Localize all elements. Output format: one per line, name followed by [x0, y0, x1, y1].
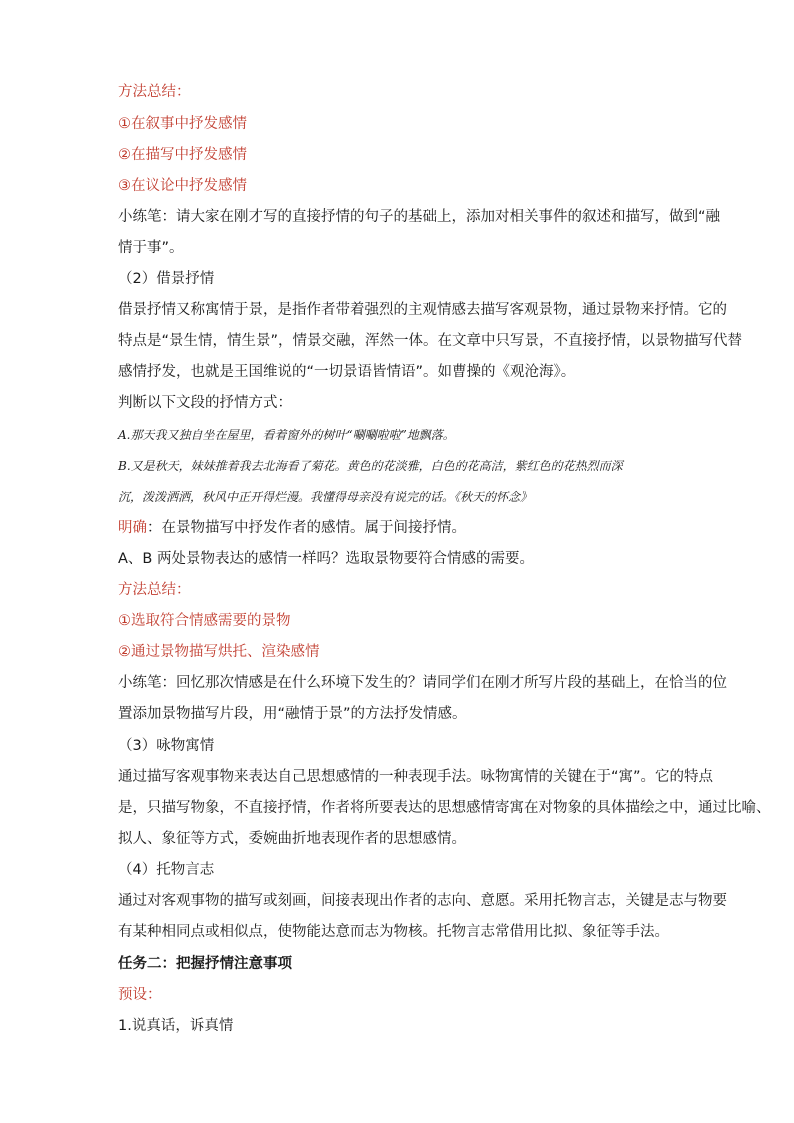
section-heading: （2）借景抒情 [118, 271, 215, 287]
paragraph-line: 有某种相同点或相似点，使物能达意而志为物核。托物言志常借用比拟、象征等手法。 [118, 924, 669, 940]
method-summary-heading: 方法总结： [118, 582, 191, 598]
method-item: ②在描写中抒发感情 [118, 147, 247, 163]
paragraph-line: 感情抒发，也就是王国维说的“一切景语皆情语”。如曹操的《观沧海》。 [118, 364, 576, 380]
method-item: ②通过景物描写烘托、渲染感情 [118, 644, 320, 660]
section-heading: （3）咏物寓情 [118, 738, 215, 754]
paragraph-line: 借景抒情又称寓情于景，是指作者带着强烈的主观情感去描写客观景物，通过景物来抒情。它的 [118, 302, 727, 318]
method-item: ①在叙事中抒发感情 [118, 116, 247, 132]
clarify-label: 明确 [118, 520, 147, 536]
paragraph-line: 拟人、象征等方式，委婉曲折地表现作者的思想感情。 [118, 831, 466, 847]
practice-text: 小练笔：请大家在刚才写的直接抒情的句子的基础上，添加对相关事件的叙述和描写，做到“融 [118, 209, 721, 225]
judge-prompt: 判断以下文段的抒情方式： [118, 395, 292, 411]
practice-text: 情于事”。 [118, 240, 184, 256]
method-item: ③在议论中抒发感情 [118, 178, 247, 194]
task-heading: 任务二：把握抒情注意事项 [118, 956, 292, 972]
preset-label: 预设： [118, 987, 162, 1003]
question-line: A、B 两处景物表达的感情一样吗？选取景物要符合情感的需要。 [118, 551, 534, 567]
paragraph-line: 通过对客观事物的描写或刻画，间接表现出作者的志向、意愿。采用托物言志，关键是志与物要 [118, 893, 727, 909]
method-summary-heading: 方法总结： [118, 84, 191, 100]
paragraph-line: 是，只描写物象，不直接抒情，作者将所要表达的思想感情寄寓在对物象的具体描绘之中，通过比喻、 [118, 800, 771, 816]
section-heading: （4）托物言志 [118, 862, 215, 878]
practice-text: 置添加景物描写片段，用“融情于景”的方法抒发情感。 [118, 706, 467, 722]
clarify-text: ：在景物描写中抒发作者的感情。属于间接抒情。 [147, 520, 466, 536]
practice-text: 小练笔：回忆那次情感是在什么环境下发生的？请同学们在刚才所写片段的基础上，在恰当的位 [118, 675, 727, 691]
method-item: ①选取符合情感需要的景物 [118, 613, 291, 629]
quote-a: A.那天我又独自坐在屋里，看着窗外的树叶“唰唰啦啦”地飘落。 [118, 428, 455, 442]
quote-b: B.又是秋天，妹妹推着我去北海看了菊花。黄色的花淡雅，白色的花高洁，紫红色的花热烈而深 [118, 459, 623, 473]
clarify-line [118, 518, 466, 538]
list-item: 1.说真话，诉真情 [118, 1018, 234, 1034]
quote-b: 沉，泼泼洒洒，秋风中正开得烂漫。我懂得母亲没有说完的话。《秋天的怀念》 [118, 490, 533, 504]
paragraph-line: 特点是“景生情，情生景”，情景交融，浑然一体。在文章中只写景，不直接抒情，以景物描写代替 [118, 333, 743, 349]
paragraph-line: 通过描写客观事物来表达自己思想感情的一种表现手法。咏物寓情的关键在于“寓”。它的特点 [118, 769, 714, 785]
